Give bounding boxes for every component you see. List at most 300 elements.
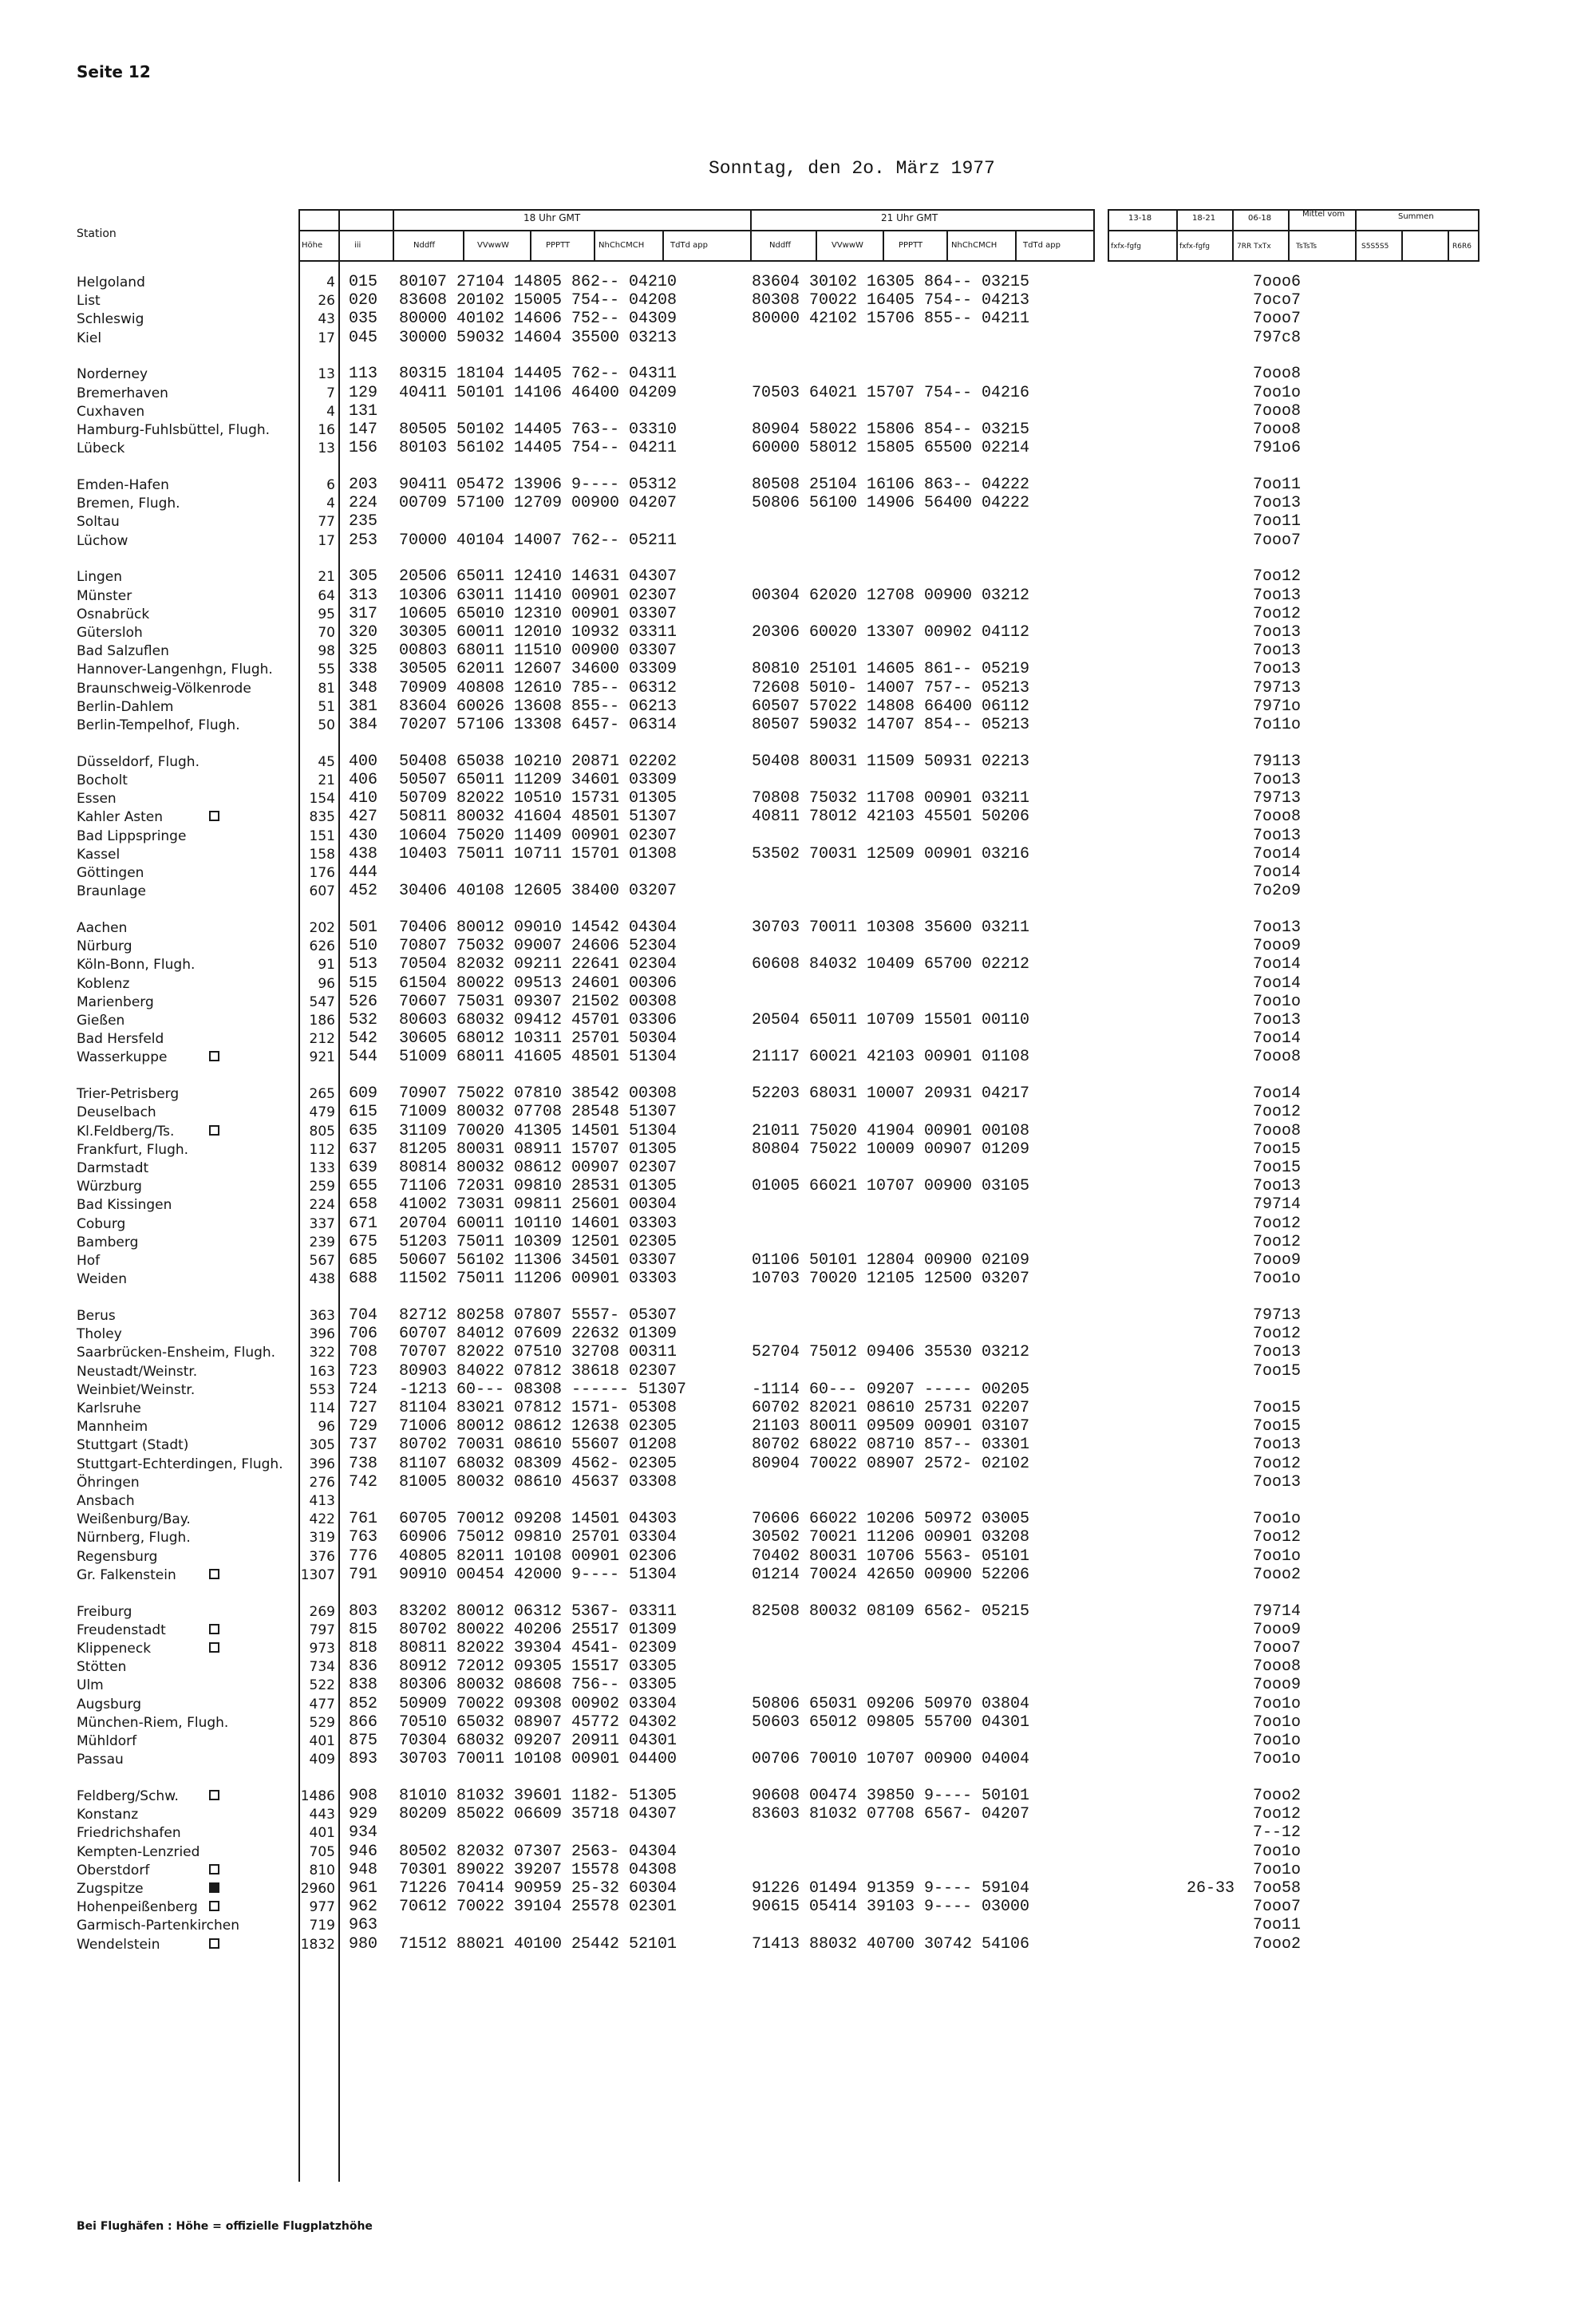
station-height: 91: [318, 957, 335, 973]
station-height: 114: [309, 1400, 335, 1416]
station-name: Soltau: [77, 514, 120, 530]
obs-21-gmt: 21117 60021 42103 00901 01108: [752, 1048, 1030, 1066]
empty-square-icon: [209, 1901, 219, 1911]
station-number: 815: [349, 1621, 378, 1639]
obs-18-gmt: 80912 72012 09305 15517 03305: [399, 1657, 678, 1676]
obs-18-gmt: 81104 83021 07812 1571- 05308: [399, 1399, 678, 1417]
station-number: 515: [349, 974, 378, 993]
page-label: Seite 12: [77, 62, 151, 81]
period-06-18: 7ooo2: [1253, 1787, 1302, 1805]
station-number: 761: [349, 1510, 378, 1528]
station-name: Coburg: [77, 1216, 126, 1232]
station-height: 4: [326, 275, 335, 290]
station-name: Köln-Bonn, Flugh.: [77, 957, 196, 973]
station-number: 963: [349, 1916, 378, 1934]
header-r6r6: R6R6: [1452, 243, 1472, 251]
station-number: 129: [349, 384, 378, 402]
period-06-18: 7oo13: [1253, 642, 1302, 660]
station-height: 734: [309, 1659, 335, 1675]
header-fxfx-1: fxfx-fgfg: [1111, 243, 1141, 251]
station-height: 810: [309, 1863, 335, 1878]
period-06-18: 7ooo8: [1253, 365, 1302, 383]
header-mittel: Mittel vom: [1302, 210, 1345, 219]
obs-18-gmt: 70304 68032 09207 20911 04301: [399, 1732, 678, 1750]
period-06-18: 7ooo8: [1253, 1048, 1302, 1066]
period-06-18: 7oco7: [1253, 291, 1302, 310]
period-06-18: 7ooo7: [1253, 310, 1302, 328]
station-name: Bremerhaven: [77, 385, 168, 401]
station-number: 384: [349, 716, 378, 734]
station-number: 510: [349, 937, 378, 955]
obs-18-gmt: 80811 82022 39304 4541- 02309: [399, 1639, 678, 1657]
period-06-18: 7oo11: [1253, 476, 1302, 494]
station-number: 948: [349, 1861, 378, 1879]
obs-18-gmt: 80315 18104 14405 762-- 04311: [399, 365, 678, 383]
station-name: Aachen: [77, 920, 128, 936]
station-height: 422: [309, 1511, 335, 1527]
obs-18-gmt: 80103 56102 14405 754-- 04211: [399, 439, 678, 457]
station-height: 133: [309, 1160, 335, 1176]
station-height: 319: [309, 1530, 335, 1546]
station-height: 719: [309, 1918, 335, 1934]
obs-18-gmt: 60707 84012 07609 22632 01309: [399, 1325, 678, 1343]
station-height: 6: [326, 477, 335, 493]
filled-square-icon: [209, 1882, 219, 1893]
station-name: Regensburg: [77, 1549, 158, 1565]
station-name: Weißenburg/Bay.: [77, 1511, 191, 1527]
obs-21-gmt: 70503 64021 15707 754-- 04216: [752, 384, 1030, 402]
obs-18-gmt: 80702 80022 40206 25517 01309: [399, 1621, 678, 1639]
obs-18-gmt: 70807 75032 09007 24606 52304: [399, 937, 678, 955]
empty-square-icon: [209, 1051, 219, 1061]
station-name: Berlin-Dahlem: [77, 699, 174, 715]
station-number: 908: [349, 1787, 378, 1805]
station-height: 305: [309, 1437, 335, 1453]
obs-18-gmt: 71006 80012 08612 12638 02305: [399, 1417, 678, 1436]
station-name: Stuttgart-Echterdingen, Flugh.: [77, 1456, 283, 1472]
station-name: Marienberg: [77, 994, 154, 1010]
station-number: 893: [349, 1750, 378, 1768]
station-number: 406: [349, 771, 378, 789]
period-06-18: 79713: [1253, 789, 1302, 808]
station-number: 852: [349, 1695, 378, 1713]
period-06-18: 7ooo8: [1253, 421, 1302, 439]
period-06-18: 7oo13: [1253, 494, 1302, 512]
station-height: 805: [309, 1124, 335, 1140]
station-number: 934: [349, 1823, 378, 1842]
station-name: Deuselbach: [77, 1104, 156, 1120]
obs-21-gmt: 20504 65011 10709 15501 00110: [752, 1011, 1030, 1029]
station-name: Bad Salzuflen: [77, 643, 169, 659]
obs-18-gmt: 50909 70022 09308 00902 03304: [399, 1695, 678, 1713]
station-number: 708: [349, 1343, 378, 1361]
period-06-18: 7ooo7: [1253, 1898, 1302, 1916]
period-06-18: 7ooo8: [1253, 1657, 1302, 1676]
station-number: 113: [349, 365, 378, 383]
station-name: Neustadt/Weinstr.: [77, 1364, 198, 1380]
period-06-18: 7971o: [1253, 697, 1302, 716]
station-height: 212: [309, 1031, 335, 1047]
period-06-18: 7oo11: [1253, 512, 1302, 531]
obs-21-gmt: 91226 01494 91359 9---- 59104: [752, 1879, 1030, 1898]
obs-21-gmt: 10703 70020 12105 12500 03207: [752, 1270, 1030, 1288]
period-06-18: 7oo1o: [1253, 1547, 1302, 1566]
period-06-18: 7oo12: [1253, 605, 1302, 623]
empty-square-icon: [209, 1790, 219, 1800]
period-06-18: 7ooo7: [1253, 1639, 1302, 1657]
obs-18-gmt: 71512 88021 40100 25442 52101: [399, 1935, 678, 1953]
station-number: 020: [349, 291, 378, 310]
station-height: 81: [318, 681, 335, 697]
station-name: Kahler Asten: [77, 809, 164, 825]
station-number: 742: [349, 1473, 378, 1491]
station-height: 26: [318, 293, 335, 309]
obs-18-gmt: 51203 75011 10309 12501 02305: [399, 1233, 678, 1251]
obs-18-gmt: 11502 75011 11206 00901 03303: [399, 1270, 678, 1288]
station-number: 763: [349, 1528, 378, 1547]
station-number: 637: [349, 1140, 378, 1159]
period-06-18: 7oo12: [1253, 567, 1302, 586]
obs-18-gmt: 80814 80032 08612 00907 02307: [399, 1159, 678, 1177]
obs-18-gmt: 50507 65011 11209 34601 03309: [399, 771, 678, 789]
header-summen: Summen: [1398, 212, 1434, 221]
period-06-18: 7oo1o: [1253, 1861, 1302, 1879]
station-height: 45: [318, 754, 335, 770]
station-name: Trier-Petrisberg: [77, 1086, 180, 1102]
station-height: 7: [326, 385, 335, 401]
station-height: 43: [318, 311, 335, 327]
obs-21-gmt: 20306 60020 13307 00902 04112: [752, 623, 1030, 642]
station-height: 4: [326, 496, 335, 512]
station-name: Augsburg: [77, 1697, 142, 1712]
station-number: 724: [349, 1381, 378, 1399]
station-number: 305: [349, 567, 378, 586]
obs-21-gmt: 50408 80031 11509 50931 02213: [752, 753, 1030, 771]
station-number: 544: [349, 1048, 378, 1066]
header-nddff-21: Nddff: [769, 241, 792, 250]
obs-18-gmt: 20704 60011 10110 14601 03303: [399, 1215, 678, 1233]
station-height: 396: [309, 1456, 335, 1472]
obs-21-gmt: 70402 80031 10706 5563- 05101: [752, 1547, 1030, 1566]
period-06-18: 7oo15: [1253, 1399, 1302, 1417]
station-name: Bremen, Flugh.: [77, 496, 180, 512]
station-name: Düsseldorf, Flugh.: [77, 754, 200, 770]
obs-18-gmt: 80505 50102 14405 763-- 03310: [399, 421, 678, 439]
station-height: 112: [309, 1142, 335, 1158]
obs-21-gmt: 80804 75022 10009 00907 01209: [752, 1140, 1030, 1159]
obs-21-gmt: 60608 84032 10409 65700 02212: [752, 955, 1030, 974]
obs-21-gmt: 30703 70011 10308 35600 03211: [752, 918, 1030, 937]
obs-18-gmt: 60906 75012 09810 25701 03304: [399, 1528, 678, 1547]
station-name: Hannover-Langenhgn, Flugh.: [77, 662, 273, 677]
station-number: 131: [349, 402, 378, 421]
obs-18-gmt: 80306 80032 08608 756-- 03305: [399, 1676, 678, 1694]
station-height: 96: [318, 976, 335, 992]
period-06-18: 7oo13: [1253, 827, 1302, 845]
obs-21-gmt: 82508 80032 08109 6562- 05215: [752, 1602, 1030, 1621]
station-name: Cuxhaven: [77, 404, 145, 420]
period-13-21: 26-33: [1187, 1879, 1235, 1898]
station-height: 154: [309, 791, 335, 807]
station-height: 401: [309, 1733, 335, 1749]
station-name: München-Riem, Flugh.: [77, 1715, 229, 1731]
station-number: 045: [349, 329, 378, 347]
station-height: 186: [309, 1013, 335, 1029]
obs-21-gmt: 80810 25101 14605 861-- 05219: [752, 660, 1030, 678]
station-name: Ansbach: [77, 1493, 135, 1509]
obs-18-gmt: 10604 75020 11409 00901 02307: [399, 827, 678, 845]
station-height: 363: [309, 1308, 335, 1324]
obs-18-gmt: 71226 70414 90959 25-32 60304: [399, 1879, 678, 1898]
station-name: Lübeck: [77, 440, 125, 456]
header-hoehe: Höhe: [302, 241, 323, 250]
period-06-18: 7oo13: [1253, 1436, 1302, 1454]
station-height: 2960: [300, 1881, 335, 1897]
obs-21-gmt: 70606 66022 10206 50972 03005: [752, 1510, 1030, 1528]
station-height: 477: [309, 1697, 335, 1712]
header-21-gmt: 21 Uhr GMT: [881, 212, 938, 223]
station-name: Tholey: [77, 1326, 122, 1342]
station-number: 962: [349, 1898, 378, 1916]
station-number: 803: [349, 1602, 378, 1621]
station-number: 156: [349, 439, 378, 457]
station-name: Passau: [77, 1752, 124, 1768]
station-number: 609: [349, 1084, 378, 1103]
empty-square-icon: [209, 811, 219, 821]
station-name: Kassel: [77, 847, 120, 863]
obs-21-gmt: 80508 25104 16106 863-- 04222: [752, 476, 1030, 494]
station-name: Nürnberg, Flugh.: [77, 1530, 191, 1546]
station-name: Wasserkuppe: [77, 1049, 168, 1065]
period-06-18: 7--12: [1253, 1823, 1302, 1842]
obs-18-gmt: 81010 81032 39601 1182- 51305: [399, 1787, 678, 1805]
period-06-18: 79713: [1253, 1306, 1302, 1325]
period-06-18: 7oo13: [1253, 587, 1302, 605]
station-name: Lüchow: [77, 533, 128, 549]
station-height: 1832: [300, 1937, 335, 1953]
obs-18-gmt: 71106 72031 09810 28531 01305: [399, 1177, 678, 1195]
station-height: 1486: [300, 1788, 335, 1804]
obs-18-gmt: 70607 75031 09307 21502 00308: [399, 993, 678, 1011]
station-number: 675: [349, 1233, 378, 1251]
station-height: 835: [309, 809, 335, 825]
obs-18-gmt: 70707 82022 07510 32708 00311: [399, 1343, 678, 1361]
obs-21-gmt: 00706 70010 10707 00900 04004: [752, 1750, 1030, 1768]
station-number: 875: [349, 1732, 378, 1750]
header-06-18: 06-18: [1248, 214, 1272, 223]
period-06-18: 791o6: [1253, 439, 1302, 457]
station-number: 452: [349, 882, 378, 900]
station-number: 253: [349, 531, 378, 550]
obs-21-gmt: 50806 65031 09206 50970 03804: [752, 1695, 1030, 1713]
obs-21-gmt: 83603 81032 07708 6567- 04207: [752, 1805, 1030, 1823]
obs-18-gmt: -1213 60--- 08308 ------ 51307: [399, 1381, 687, 1399]
empty-square-icon: [209, 1569, 219, 1579]
station-height: 17: [318, 330, 335, 346]
period-06-18: 7oo15: [1253, 1362, 1302, 1381]
station-name: Ulm: [77, 1677, 104, 1693]
obs-21-gmt: 50603 65012 09805 55700 04301: [752, 1713, 1030, 1732]
period-06-18: 7ooo9: [1253, 1621, 1302, 1639]
station-name: Berus: [77, 1308, 116, 1324]
station-height: 269: [309, 1604, 335, 1620]
station-number: 639: [349, 1159, 378, 1177]
obs-21-gmt: 80308 70022 16405 754-- 04213: [752, 291, 1030, 310]
obs-18-gmt: 20506 65011 12410 14631 04307: [399, 567, 678, 586]
obs-18-gmt: 70406 80012 09010 14542 04304: [399, 918, 678, 937]
obs-18-gmt: 81107 68032 08309 4562- 02305: [399, 1455, 678, 1473]
obs-21-gmt: -1114 60--- 09207 ----- 00205: [752, 1381, 1030, 1399]
footnote: Bei Flughäfen : Höhe = offizielle Flugplatzhöhe: [77, 2220, 373, 2233]
period-06-18: 7oo12: [1253, 1325, 1302, 1343]
station-name: Kl.Feldberg/Ts.: [77, 1124, 175, 1140]
station-name: Braunschweig-Völkenrode: [77, 681, 251, 697]
station-name: Wendelstein: [77, 1937, 160, 1953]
station-name: Gr. Falkenstein: [77, 1567, 176, 1583]
station-name: Stötten: [77, 1659, 127, 1675]
obs-18-gmt: 80000 40102 14606 752-- 04309: [399, 310, 678, 328]
station-height: 163: [309, 1364, 335, 1380]
station-name: Koblenz: [77, 976, 130, 992]
obs-21-gmt: 80702 68022 08710 857-- 03301: [752, 1436, 1030, 1454]
obs-18-gmt: 10306 63011 11410 00901 02307: [399, 587, 678, 605]
station-name: Münster: [77, 588, 132, 604]
obs-21-gmt: 52203 68031 10007 20931 04217: [752, 1084, 1030, 1103]
obs-18-gmt: 80603 68032 09412 45701 03306: [399, 1011, 678, 1029]
station-number: 224: [349, 494, 378, 512]
station-number: 532: [349, 1011, 378, 1029]
station-name: Bad Hersfeld: [77, 1031, 164, 1047]
period-06-18: 7oo1o: [1253, 1713, 1302, 1732]
station-number: 727: [349, 1399, 378, 1417]
station-height: 98: [318, 643, 335, 659]
period-06-18: 7oo14: [1253, 955, 1302, 974]
station-height: 438: [309, 1271, 335, 1287]
station-height: 276: [309, 1475, 335, 1491]
period-06-18: 7ooo9: [1253, 1251, 1302, 1270]
period-06-18: 79713: [1253, 679, 1302, 697]
obs-18-gmt: 70510 65032 08907 45772 04302: [399, 1713, 678, 1732]
obs-18-gmt: 80903 84022 07812 38618 02307: [399, 1362, 678, 1381]
station-name: Saarbrücken-Ensheim, Flugh.: [77, 1345, 276, 1361]
station-number: 655: [349, 1177, 378, 1195]
obs-18-gmt: 80502 82032 07307 2563- 04304: [399, 1843, 678, 1861]
station-name: Helgoland: [77, 275, 145, 290]
obs-21-gmt: 52704 75012 09406 35530 03212: [752, 1343, 1030, 1361]
station-name: Bocholt: [77, 772, 128, 788]
obs-18-gmt: 30505 62011 12607 34600 03309: [399, 660, 678, 678]
station-height: 51: [318, 699, 335, 715]
station-name: Kempten-Lenzried: [77, 1844, 200, 1860]
period-06-18: 7oo14: [1253, 1084, 1302, 1103]
station-number: 929: [349, 1805, 378, 1823]
station-number: 961: [349, 1879, 378, 1898]
period-06-18: 7oo12: [1253, 1103, 1302, 1121]
station-number: 776: [349, 1547, 378, 1566]
empty-square-icon: [209, 1125, 219, 1136]
station-height: 626: [309, 938, 335, 954]
obs-18-gmt: 30305 60011 12010 10932 03311: [399, 623, 678, 642]
period-06-18: 7oo14: [1253, 1029, 1302, 1048]
station-height: 77: [318, 514, 335, 530]
station-number: 444: [349, 863, 378, 882]
station-height: 50: [318, 717, 335, 733]
period-06-18: 797c8: [1253, 329, 1302, 347]
period-06-18: 7oo1o: [1253, 1510, 1302, 1528]
station-height: 797: [309, 1622, 335, 1638]
station-number: 235: [349, 512, 378, 531]
obs-21-gmt: 71413 88032 40700 30742 54106: [752, 1935, 1030, 1953]
station-name: Gütersloh: [77, 625, 143, 641]
period-06-18: 79714: [1253, 1195, 1302, 1214]
station-number: 791: [349, 1566, 378, 1584]
station-number: 526: [349, 993, 378, 1011]
period-06-18: 7oo12: [1253, 1805, 1302, 1823]
station-number: 866: [349, 1713, 378, 1732]
station-name: Mühldorf: [77, 1733, 137, 1749]
obs-21-gmt: 21103 80011 09509 00901 03107: [752, 1417, 1030, 1436]
station-number: 818: [349, 1639, 378, 1657]
station-name: Öhringen: [77, 1475, 140, 1491]
station-name: Braunlage: [77, 883, 147, 899]
header-18-21: 18-21: [1192, 214, 1216, 223]
obs-18-gmt: 80702 70031 08610 55607 01208: [399, 1436, 678, 1454]
obs-18-gmt: 00709 57100 12709 00900 04207: [399, 494, 678, 512]
station-name: Würzburg: [77, 1179, 142, 1195]
period-06-18: 7o11o: [1253, 716, 1302, 734]
period-06-18: 7oo1o: [1253, 1270, 1302, 1288]
station-name: Bamberg: [77, 1234, 139, 1250]
station-number: 836: [349, 1657, 378, 1676]
period-06-18: 7ooo2: [1253, 1566, 1302, 1584]
period-06-18: 79113: [1253, 753, 1302, 771]
station-height: 95: [318, 606, 335, 622]
station-number: 438: [349, 845, 378, 863]
station-number: 685: [349, 1251, 378, 1270]
station-name: Stuttgart (Stadt): [77, 1437, 189, 1453]
station-name: Garmisch-Partenkirchen: [77, 1918, 240, 1934]
period-06-18: 7oo13: [1253, 1343, 1302, 1361]
header-station: Station: [77, 227, 117, 240]
obs-18-gmt: 31109 70020 41305 14501 51304: [399, 1122, 678, 1140]
obs-18-gmt: 10605 65010 12310 00901 03307: [399, 605, 678, 623]
station-number: 381: [349, 697, 378, 716]
obs-18-gmt: 83202 80012 06312 5367- 03311: [399, 1602, 678, 1621]
obs-18-gmt: 40411 50101 14106 46400 04209: [399, 384, 678, 402]
obs-21-gmt: 72608 5010- 14007 757-- 05213: [752, 679, 1030, 697]
period-06-18: 7oo15: [1253, 1417, 1302, 1436]
station-height: 921: [309, 1049, 335, 1065]
header-nh-18: NhChCMCH: [598, 241, 645, 250]
obs-18-gmt: 70301 89022 39207 15578 04308: [399, 1861, 678, 1879]
obs-18-gmt: 70504 82032 09211 22641 02304: [399, 955, 678, 974]
period-06-18: 7ooo6: [1253, 273, 1302, 291]
station-height: 17: [318, 533, 335, 549]
station-height: 259: [309, 1179, 335, 1195]
obs-18-gmt: 83604 60026 13608 855-- 06213: [399, 697, 678, 716]
obs-21-gmt: 90608 00474 39850 9---- 50101: [752, 1787, 1030, 1805]
obs-21-gmt: 01106 50101 12804 00900 02109: [752, 1251, 1030, 1270]
station-height: 443: [309, 1807, 335, 1823]
obs-18-gmt: 71009 80032 07708 28548 51307: [399, 1103, 678, 1121]
station-number: 738: [349, 1455, 378, 1473]
period-06-18: 7oo1o: [1253, 1843, 1302, 1861]
period-06-18: 79714: [1253, 1602, 1302, 1621]
station-number: 737: [349, 1436, 378, 1454]
obs-18-gmt: 90910 00454 42000 9---- 51304: [399, 1566, 678, 1584]
station-number: 658: [349, 1195, 378, 1214]
station-name: List: [77, 293, 101, 309]
